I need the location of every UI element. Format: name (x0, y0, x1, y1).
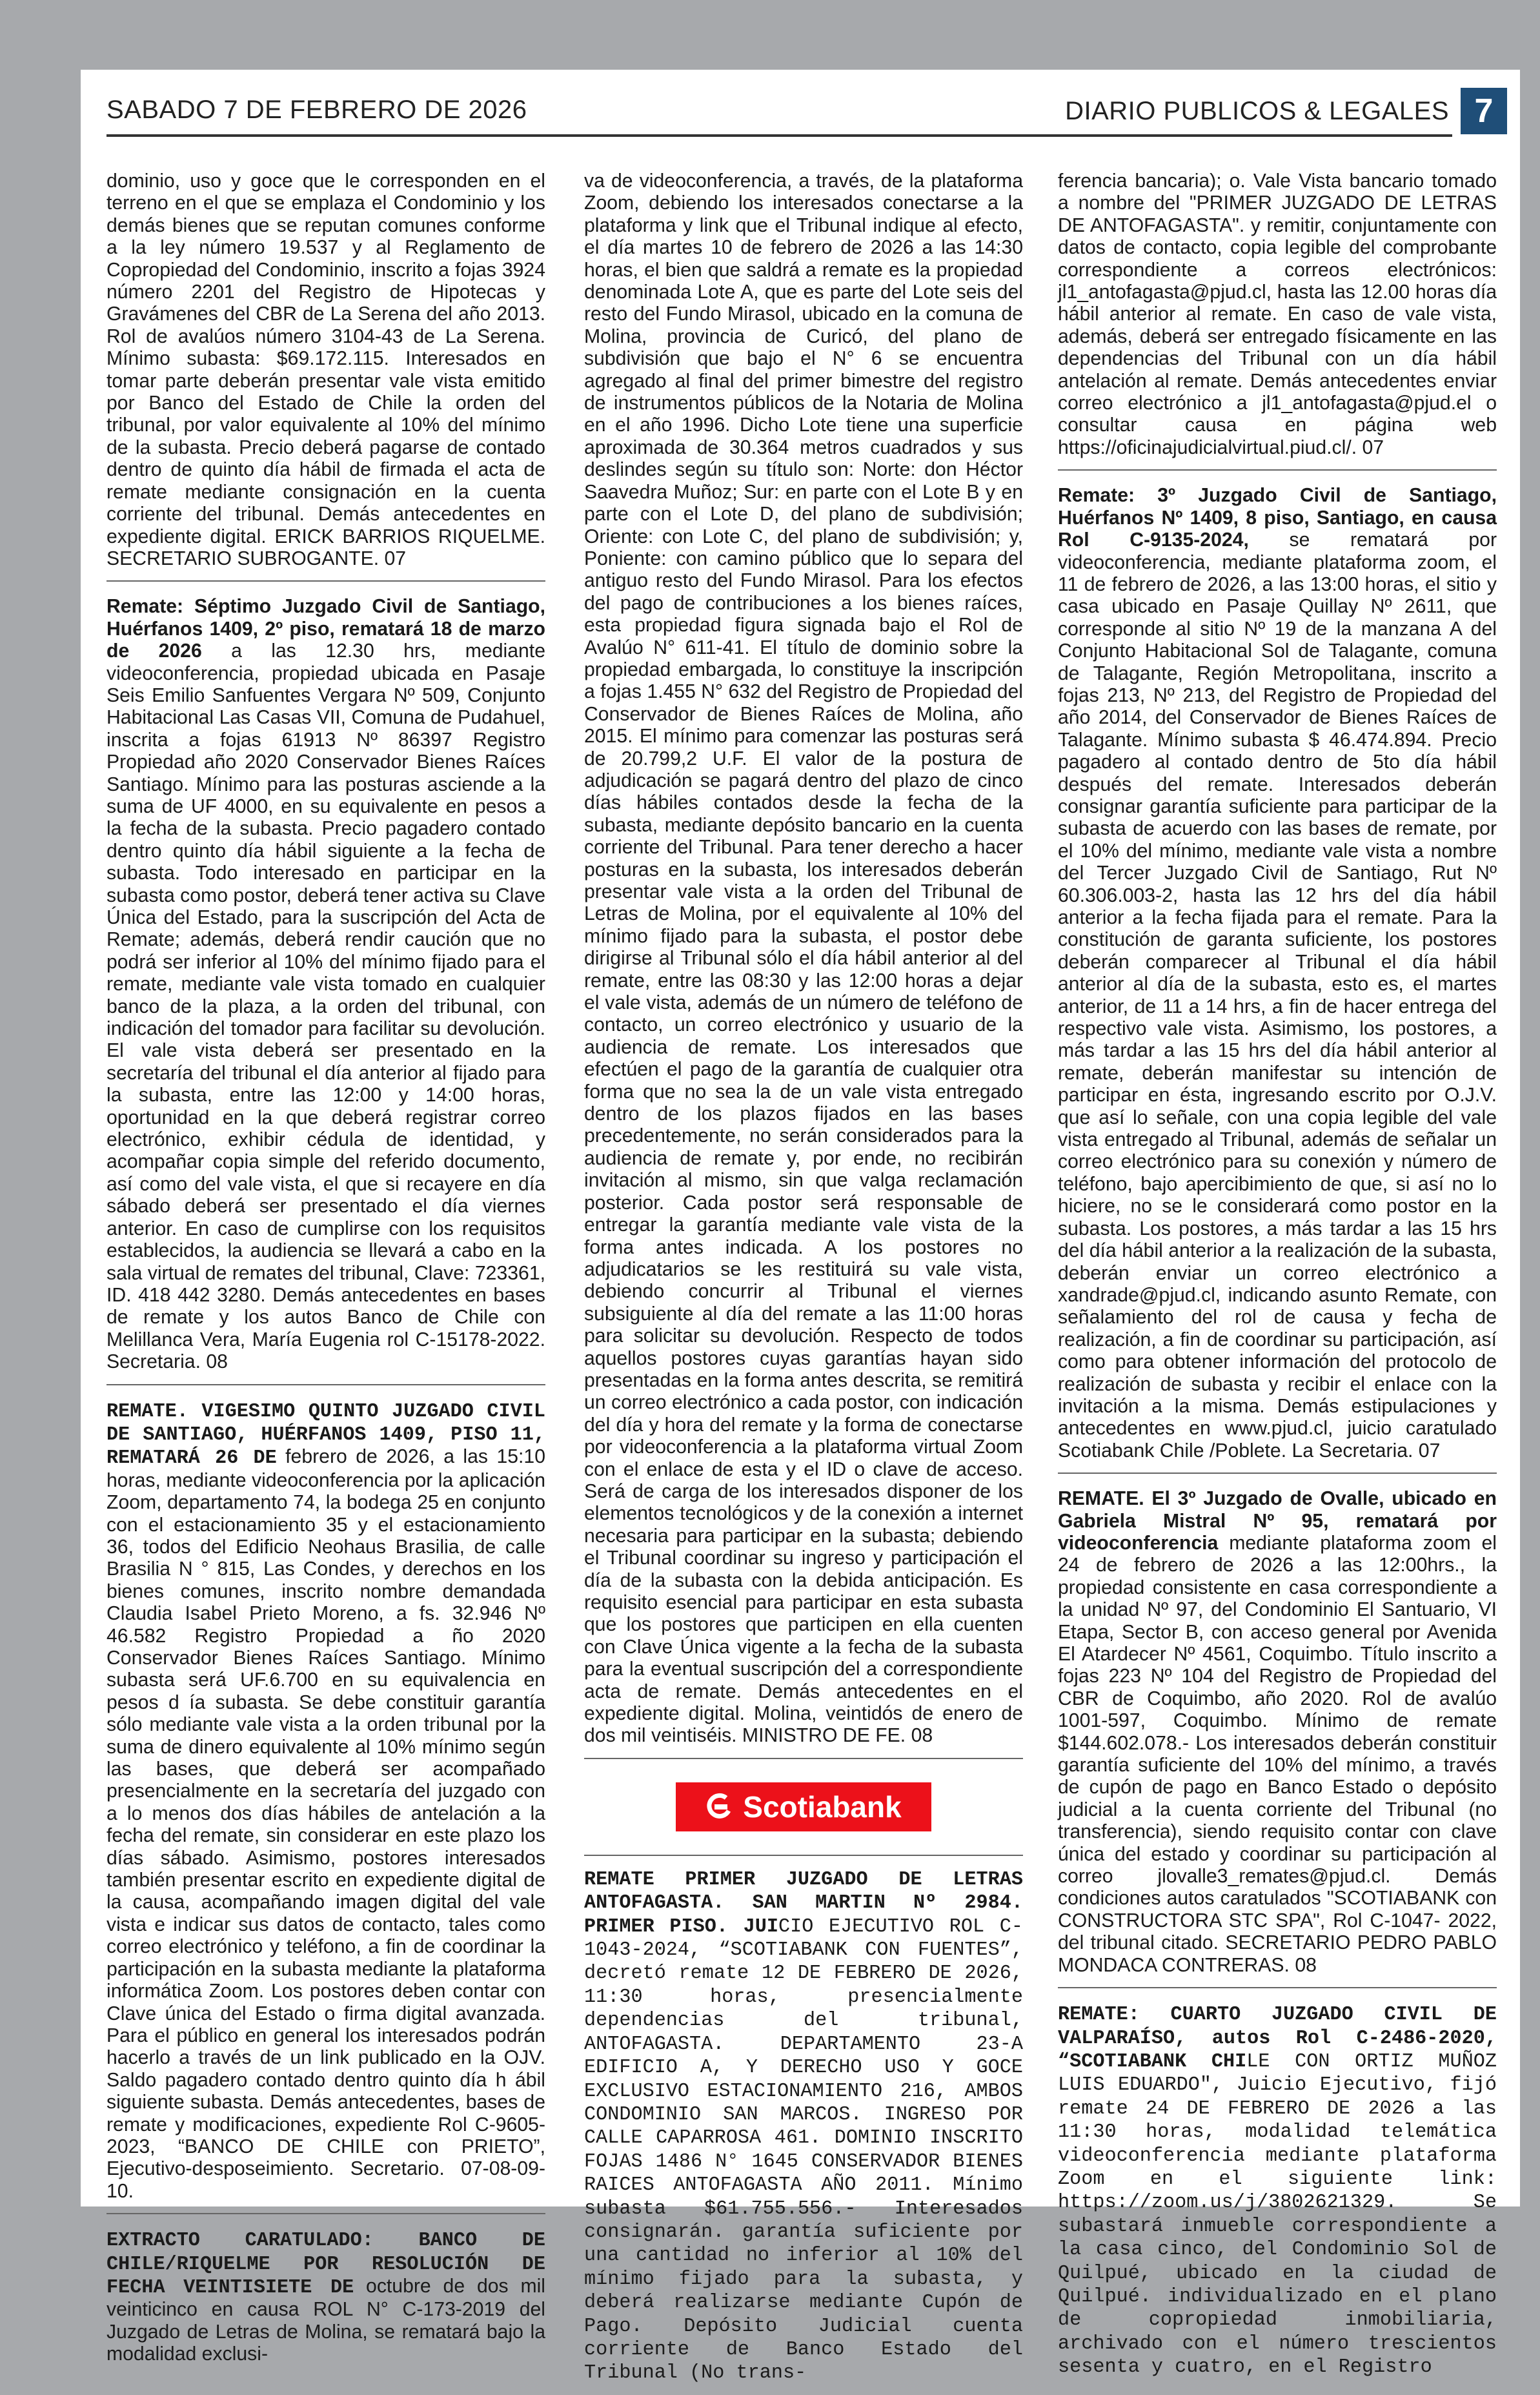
page-number: 7 (1461, 88, 1507, 134)
notice-body: LE CON ORTIZ MUÑOZ LUIS EDUARDO", Juicio Ejecutivo, fijó remate 24 DE FEBRERO DE 2026 a las 11:30 horas, modalidad telemática videoconferencia mediante plataforma Zoom en el siguiente link: https://zoom.us/j/3802621329. Se subastará inmueble correspondiente a la casa cinco, del Condominio Sol de Quilpué, ubicado en la ciudad de Quilpué. individualizado en el plano de copropiedad inmobiliaria, archivado con el número trescientos sesenta y cuatro, en el Registro (1058, 2050, 1497, 2379)
notice-col1-2 (106, 596, 545, 1385)
notice-body: febrero de 2026, a las 15:10 horas, mediante videoconferencia por la aplicación Zoom, departamento 74, la bodega 25 en conjunto con el estacionamiento 35 y el estacionamiento 36, todos del Edificio Neohaus Brasilia, de calle Brasilia N ° 815, Las Condes, y derechos en los bienes comunes, inscrito nombre demandada Claudia Isabel Prieto Moreno, a fs. 32.946 Nº 46.582 Registro Propiedad a ño 2020 Conservador Bienes Raíces Santiago. Mínimo subasta será UF.6.700 en su equivalencia en pesos d ía subasta. Se debe constituir garantía sólo mediante vale vista a la orden tribunal por la suma de dinero equivalente al 10% mínimo según las bases, que deberá ser acompañado presencialmente en la secretaría del juzgado con a lo menos dos días hábiles de antelación a la fecha del remate, sin considerar en este plazo los días sábado. Asimismo, postores interesados también presentar escrito en expediente digital de la causa, acompañando imagen digital del vale vista e indicar sus datos de contacto, tales como correo electrónico y teléfono, a fin de coordinar la participación en la subasta mediante la plataforma informática Zoom. Los postores deben contar con Clave única del Estado o firma digital avanzada. Para el público en general los interesados podrán hacerlo a través de un link publicado en la OJV. Saldo pagadero contado dentro quinto día h ábil siguiente subasta. Demás antecedentes, bases de remate y modificaciones, expediente Rol C-9605-2023, “BANCO DE CHILE con PRIETO”, Ejecutivo-desposeimiento. Secretario. 07-08-09-10. (106, 1446, 545, 2202)
notice-heading: REMATE. El 3º Juzgado de Ovalle, ubicado en Gabriela Mistral Nº 95, rematará por videoconferencia (1058, 1488, 1497, 1554)
notice-heading: Remate: 3º Juzgado Civil de Santiago, Huérfanos Nº 1409, 8 piso, Santiago, en causa Rol C-9135-2024, (1058, 485, 1497, 551)
scotiabank-wordmark: Scotiabank (743, 1789, 902, 1824)
header-date: SABADO 7 DE FEBRERO DE 2026 (106, 96, 527, 124)
notice-body: va de videoconferencia, a través, de la plataforma Zoom, debiendo los interesados conectarse a la plataforma y link que el Tribunal indique al efecto, el día martes 10 de febrero de 2026 a las 14:30 horas, el bien que saldrá a remate es la propiedad denominada Lote A, que es parte del Lote seis del resto del Fundo Mirasol, ubicado en la comuna de Molina, provincia de Curicó, del plano de subdivisión que bajo el N° 6 se encuentra agregado al final del primer bimestre del registro de instrumentos públicos de la Notaria de Molina en el año 1996. Dicho Lote tiene una superficie aproximada de 30.364 metros cuadrados y sus deslindes según su título son: Norte: don Héctor Saavedra Muñoz; Sur: en parte con el Lote B y en parte con el Lote D, del plano de subdivisión; Oriente: con Lote C, del plano de subdivisión; y, Poniente: con camino público que lo separa del antiguo resto del Fundo Mirasol. Para los efectos del pago de contribuciones a los bienes raíces, esta propiedad figura signada bajo el Rol de Avalúo N° 611-41. El título de dominio sobre la propiedad embargada, lo constituye la inscripción a fojas 1.455 N° 632 del Registro de Propiedad del Conservador de Bienes Raíces de Molina, año 2015. El mínimo para comenzar las posturas será de 20.799,2 U.F. El valor de la postura de adjudicación se pagará dentro del plazo de cinco días hábiles contados desde la fecha de la subasta, mediante depósito bancario en la cuenta corriente del Tribunal. Para tener derecho a hacer posturas en la subasta, los interesados deberán presentar vale vista a la orden del Tribunal de Letras de Molina, por el equivalente al 10% del mínimo fijado para la subasta, el postor debe dirigirse al Tribunal sólo el día hábil anterior al del remate, entre las 08:30 y las 12:00 horas a dejar el vale vista, además de un número de teléfono de contacto, un correo electrónico y usuario de la audiencia de remate. Los interesados que efectúen el pago de la garantía de cualquier otra forma que no sea la de un vale vista entregado dentro de los plazos fijados en las bases precedentemente, no serán considerados para la audiencia de remate y, por ende, no recibirán invitación al mismo, sin que valga reclamación posterior. Cada postor será responsable de entregar la garantía mediante vale vista de la forma antes indicada. A los postores no adjudicatarios se les restituirá su vale vista, debiendo concurrir al Tribunal el viernes subsiguiente al día del remate a las 11:00 horas para solicitar su devolución. Respecto de todos aquellos postores cuyas garantías hayan sido presentadas en la forma antes descrita, se remitirá un correo electrónico a cada postor, con indicación del día y hora del remate y la forma de conectarse por videoconferencia a la plataforma virtual Zoom con el enlace de esta y el ID o clave de acceso. Será de carga de los interesados disponer de los elementos tecnológicos y de la conexión a internet necesaria para participar en la subasta; debiendo el Tribunal coordinar su ingreso y participación el día de la subasta con la debida anticipación. Es requisito esencial para participar en esta subasta que los postores que participen en ella cuenten con Clave Única vigente a la fecha de la subasta para la eventual suscripción del a correspondiente acta de remate. Demás antecedentes en el expediente digital. Molina, veintidós de enero de dos mil veintiséis. MINISTRO DE FE. 08 (584, 170, 1023, 1747)
notice-heading: Remate: Séptimo Juzgado Civil de Santiago, Huérfanos 1409, 2º piso, rematará 18 de marzo de 2026 (106, 596, 545, 662)
notice-heading: REMATE: CUARTO JUZGADO CIVIL DE VALPARAÍSO, autos Rol C-2486-2020, “SCOTIABANK CHI (1058, 2004, 1497, 2073)
notice-col3-2 (1058, 485, 1497, 1474)
notice-col2-2 (584, 1868, 1023, 2395)
notice-body: CIO EJECUTIVO ROL C-1043-2024, “SCOTIABANK CON FUENTES”, decretó remate 12 DE FEBRERO DE 2026, 11:30 horas, presencialmente dependencias del tribunal, ANTOFAGASTA. DEPARTAMENTO 23-A EDIFICIO A, Y DERECHO USO Y GOCE EXCLUSIVO ESTACIONAMIENTO 216, AMBOS CONDOMINIO SAN MARCOS. INGRESO POR CALLE CAPARROSA 461. DOMINIO INSCRITO FOJAS 1486 N° 1645 CONSERVADOR BIENES RAICES ANTOFAGASTA AÑO 2011. Mínimo subasta $61.755.556.- Interesados consignarán. garantía suficiente por una cantidad no inferior al 10% del mínimo fijado para la subasta, y deberá realizarse mediante Cupón de Pago. Depósito Judicial cuenta corriente de Banco Estado del Tribunal (No trans- (584, 1915, 1023, 2385)
header-publication: DIARIO PUBLICOS & LEGALES (1065, 97, 1449, 125)
column-3 (1058, 170, 1497, 2379)
newspaper-page (81, 70, 1520, 2385)
notice-body: dominio, uso y goce que le corresponden en el terreno en el que se emplaza el Condominio y los demás bienes que se reputan comunes conforme a la ley número 19.537 y al Reglamento de Copropiedad del Condominio, inscrito a fojas 3924 número 2201 del Registro de Hipotecas y Gravámenes del CBR de La Serena del año 2013. Rol de avalúos número 3104-43 de La Serena. Mínimo subasta: $69.172.115. Interesados en tomar parte deberán presentar vale vista emitido por Banco del Estado de Chile la orden del tribunal, por valor equivalente al 10% del mínimo de la subasta. Precio deberá pagarse de contado dentro de quinto día hábil de firmada el acta de remate mediante consignación en la cuenta corriente del tribunal. Demás antecedentes en expediente digital. ERICK BARRIOS RIQUELME. SECRETARIO SUBROGANTE. 07 (106, 170, 545, 569)
notice-heading: REMATE PRIMER JUZGADO DE LETRAS ANTOFAGASTA. SAN MARTIN Nº 2984. PRIMER PISO. JUI (584, 1868, 1023, 1938)
notice-col1-1 (106, 170, 545, 582)
column-1 (106, 170, 546, 2365)
notice-col3-3 (1058, 1488, 1497, 1988)
notice-body: mediante plataforma zoom el 24 de febrero de 2026 a las 12:00hrs., la propiedad consistente en casa correspondiente a la unidad Nº 97, del Condominio El Santuario, VI Etapa, Sector B, con acceso general por Avenida El Atardecer Nº 4561, Coquimbo. Título inscrito a fojas 223 Nº 104 del Registro de Propiedad del CBR de Coquimbo, año 2020. Rol de avalúo 1001-597, Coquimbo. Mínimo de remate $144.602.078.- Los interesados deberán constituir garantía suficiente del 10% del mínimo, a través de cupón de pago en Banco Estado o depósito judicial a la cuenta corriente del Tribunal (no transferencia), siendo requisito contar con clave única del estado y coordinar su participación al correo jlovalle3_remates@pjud.cl. Demás condiciones autos caratulados "SCOTIABANK con CONSTRUCTORA STC SPA", Rol C-1047- 2022, del tribunal citado. SECRETARIO PEDRO PABLO MONDACA CONTRERAS. 08 (1058, 1532, 1497, 1976)
scotiabank-ad (584, 1758, 1023, 1856)
scotiabank-s-icon (705, 1793, 734, 1821)
notice-col3-4 (1058, 2003, 1497, 2389)
notice-body: se rematará por videoconferencia, mediante plataforma zoom, el 11 de febrero de 2026, a las 13:00 horas, el sitio y casa ubicado en Pasaje Quillay Nº 2611, que corresponde al sitio Nº 19 de la manzana A del Conjunto Habitacional Sol de Talagante, comuna de Talagante, Región Metropolitana, inscrito a fojas 213, Nº 213, del Registro de Propiedad del año 2014, del Conservador de Bienes Raíces de Talagante. Mínimo subasta $ 46.474.894. Precio pagadero al contado dentro de 5to día hábil después del remate. Interesados deberán consignar garantía suficiente para participar de la subasta de acuerdo con las bases de remate, por el 10% del mínimo, mediante vale vista a nombre del Tercer Juzgado Civil de Santiago, Rut Nº 60.306.003-2, hasta las 12 hrs del día hábil anterior a la fecha fijada para el remate. Para la constitución de garanta suficiente, los postores deberán comparecer al Tribunal el día hábil anterior al día de la subasta, esto es, el martes anterior, de 11 a 14 hrs, a fin de hacer entrega del respectivo vale vista. Asimismo, los postores, a más tardar a las 15 hrs del día hábil anterior al remate, deberán manifestar su intención de participar en ésta, ingresando escrito por O.J.V. que así lo señale, con una copia legible del vale vista entregado al Tribunal, además de señalar un correo electrónico para su conexión y número de teléfono, bajo apercibimiento de que, si así no lo hiciere, no se le considerará como postor en la subasta. Los postores, a más tardar a las 15 hrs del día hábil anterior a la realización de la subasta, deberán enviar un correo electrónico a xandrade@pjud.cl, indicando asunto Remate, con señalamiento del rol de causa y fecha de realización, a fin de coordinar su participación, así como para obtener información del protocolo de realización de subasta y recibir el enlace con la invitación a la misma. Demás estipulaciones y antecedentes en www.pjud.cl, juicio caratulado Scotiabank Chile /Poblete. La Secretaria. 07 (1058, 529, 1497, 1462)
notice-col2-1 (584, 170, 1023, 1748)
notice-body: ferencia bancaria); o. Vale Vista bancario tomado a nombre del "PRIMER JUZGADO DE LETRAS DE ANTOFAGASTA". y remitir, conjuntamente con datos de contacto, copia legible del comprobante correspondiente a correos electrónicos: jl1_antofagasta@pjud.cl, hasta las 12.00 horas día hábil anterior al remate. En caso de vale vista, además, deberá ser entregado físicamente en las dependencias del Tribunal con un día hábil antelación al remate. Demás antecedentes enviar correo electrónico a jl1_antofagasta@pjud.el o consultar causa en página web https://oficinajudicialvirtual.piud.cl/. 07 (1058, 170, 1497, 458)
notice-heading: EXTRACTO CARATULADO: BANCO DE CHILE/RIQUELME POR RESOLUCIÓN DE FECHA VEINTISIETE DE (106, 2230, 545, 2299)
column-2 (584, 170, 1023, 2385)
notice-col1-3 (106, 1400, 545, 2215)
header-rule (106, 134, 1452, 137)
notice-heading: REMATE. VIGESIMO QUINTO JUZGADO CIVIL DE SANTIAGO, HUÉRFANOS 1409, PISO 11, REMATARÁ 26 DE (106, 1400, 545, 1470)
notice-body: octubre de dos mil veinticinco en causa ROL N° C-173-2019 del Juzgado de Letras de Molina, se rematará bajo la modalidad exclusi- (106, 2275, 546, 2365)
notice-body: a las 12.30 hrs, mediante videoconferencia, propiedad ubicada en Pasaje Seis Emilio Sanfuentes Vergara Nº 509, Conjunto Habitacional Las Casas VII, Comuna de Pudahuel, inscrita a fojas 61913 Nº 86397 Registro Propiedad año 2020 Conservador Bienes Raíces Santiago. Mínimo para las posturas asciende a la suma de UF 4000, en su equivalente en pesos a la fecha de la subasta. Precio pagadero contado dentro quinto día hábil siguiente a la fecha de subasta. Todo interesado en participar en la subasta como postor, deberá tener activa su Clave Única del Estado, para la suscripción del Acta de Remate; además, deberá rendir caución que no podrá ser inferior al 10% del mínimo fijado para el remate, mediante vale vista tomado en cualquier banco de la plaza, a la orden del tribunal, con indicación del tomador para facilitar su devolución. El vale vista deberá ser presentado en la secretaría del tribunal el día anterior al fijado para la subasta, entre las 12:00 y 14:00 horas, oportunidad en la que deberá registrar correo electrónico, exhibir cédula de identidad, y acompañar copia simple del referido documento, así como del vale vista, el que si recayere en día sábado deberá ser presentado el día viernes anterior. En caso de cumplirse con los requisitos establecidos, la audiencia se llevará a cabo en la sala virtual de remates del tribunal, Clave: 723361, ID. 418 442 3280. Demás antecedentes en bases de remate y los autos Banco de Chile con Melillanca Vera, María Eugenia rol C-15178-2022. Secretaria. 08 (106, 640, 545, 1373)
scotiabank-logo (676, 1782, 931, 1831)
notice-col3-1 (1058, 170, 1497, 471)
page-header (81, 83, 1520, 139)
notice-col1-4 (106, 2228, 545, 2376)
